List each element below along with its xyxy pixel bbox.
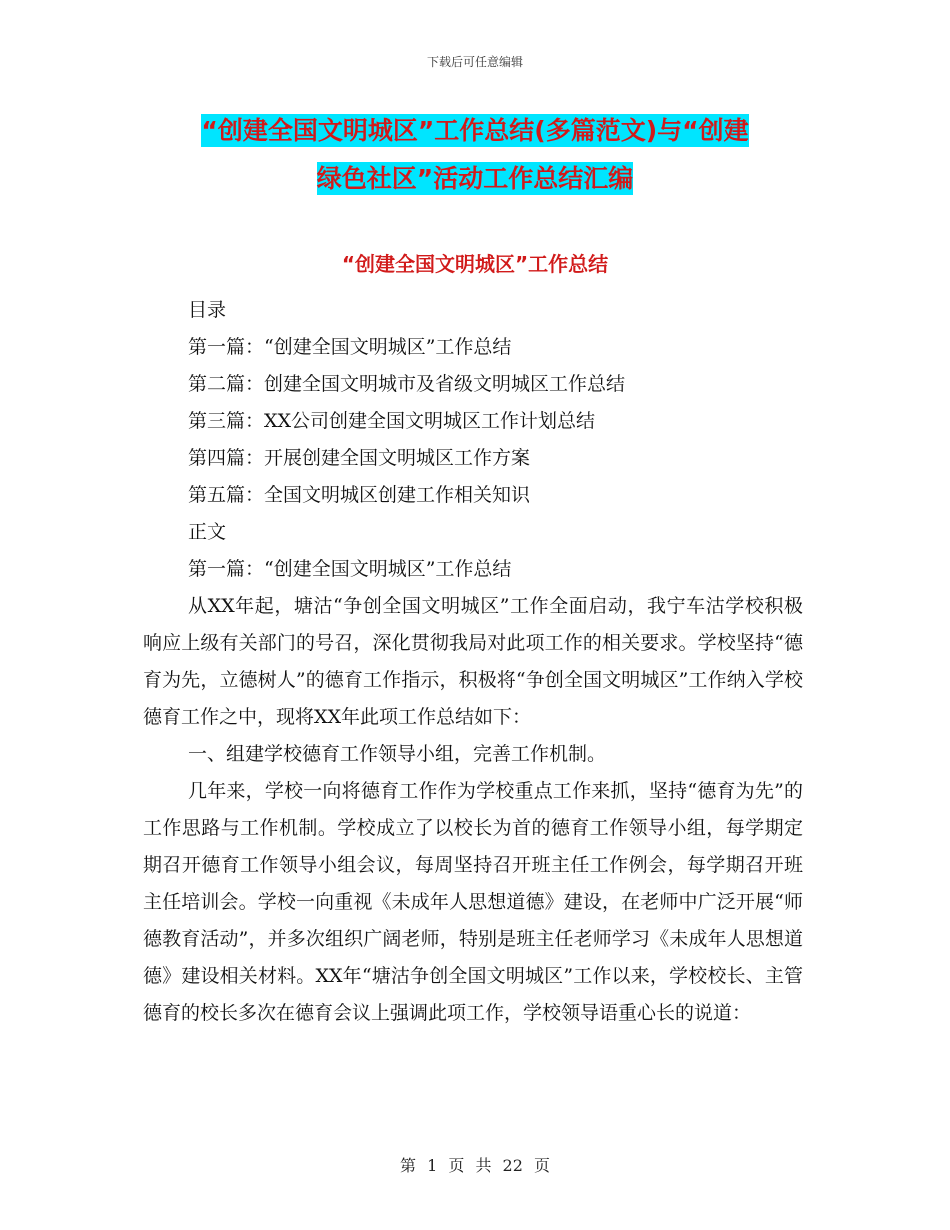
document-title-line-1: “创建全国文明城区”工作总结(多篇范文)与“创建 [201,116,749,145]
first-section-heading: 第一篇：“创建全国文明城区”工作总结 [188,558,512,580]
toc-heading: 目录 [188,299,227,321]
section-title: “创建全国文明城区”工作总结 [341,252,609,276]
body-label: 正文 [188,521,227,543]
paragraph-heading-1: 一、组建学校德育工作领导小组，完善工作机制。 [188,743,607,765]
document-title [150,107,800,203]
page-footer: 第 1 页 共 22 页 [400,1156,550,1175]
toc-item-4: 第四篇：开展创建全国文明城区工作方案 [188,447,531,469]
toc-item-5: 第五篇：全国文明城区创建工作相关知识 [188,484,531,506]
toc-item-1: 第一篇：“创建全国文明城区”工作总结 [188,336,512,358]
document-body [143,292,803,1032]
paragraph-body-1: 几年来，学校一向将德育工作作为学校重点工作来抓，坚持“德育为先”的工作思路与工作机制。学校成立了以校长为首的德育工作领导小组，每学期定期召开德育工作领导小组会议，每周坚持召开班主任工作例会，每学期召开班主任培训会。学校一向重视《未成年人思想道德》建设，在老师中广泛开展“师德教育活动”，并多次组织广阔老师，特别是班主任老师学习《未成年人思想道德》建设相关材料。XX年“塘沽争创全国文明城区”工作以来，学校校长、主管德育的校长多次在德育会议上强调此项工作，学校领导语重心长的说道： [143,780,803,1024]
paragraph-intro: 从XX年起，塘沽“争创全国文明城区”工作全面启动，我宁车沽学校积极响应上级有关部门的号召，深化贯彻我局对此项工作的相关要求。学校坚持“德育为先，立德树人”的德育工作指示，积极将“争创全国文明城区”工作纳入学校德育工作之中，现将XX年此项工作总结如下： [143,595,803,728]
toc-item-2: 第二篇：创建全国文明城市及省级文明城区工作总结 [188,373,626,395]
page-header: 下载后可任意编辑 [426,55,523,69]
toc-item-3: 第三篇：XX公司创建全国文明城区工作计划总结 [188,410,596,432]
document-title-line-2: 绿色社区”活动工作总结汇编 [316,164,634,193]
